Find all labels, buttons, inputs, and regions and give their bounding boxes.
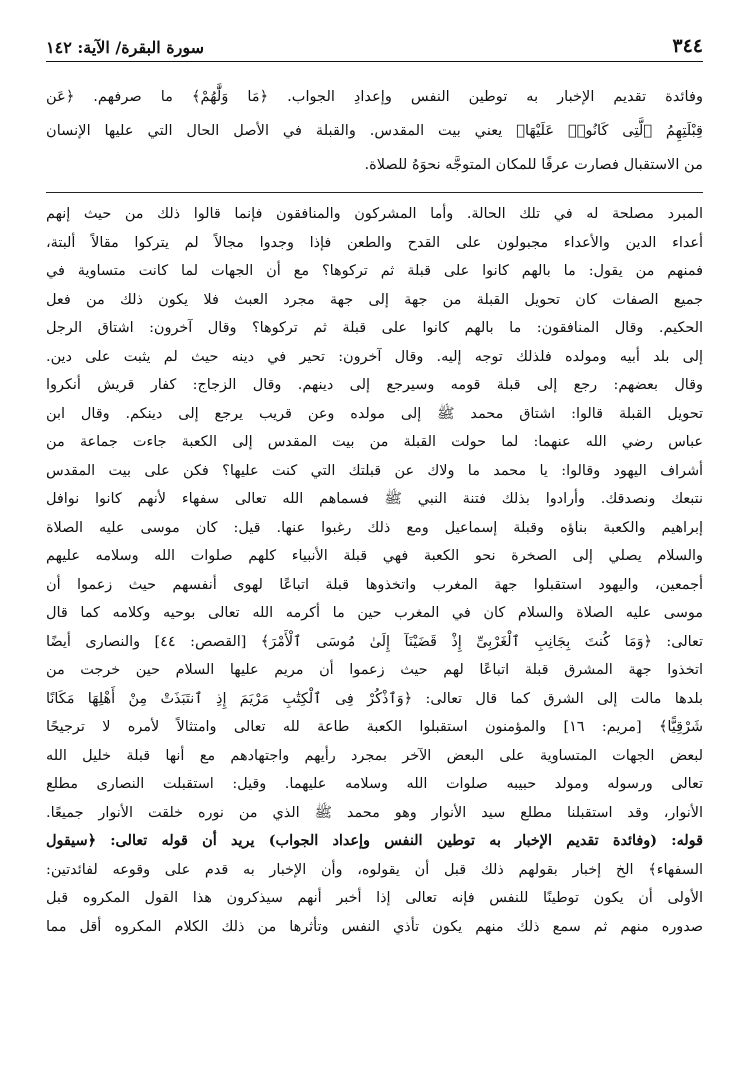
commentary-line: موسى عليه الصلاة والسلام كان في المغرب حين ما أكرمه الله تعالى بوحيه وكلامه كما قال [46,605,703,621]
commentary-line: عباس رضي الله عنهما: لما حولت القبلة من بيت المقدس إلى الكعبة جاءت جماعة من [46,434,703,450]
surah-verse-title: سورة البقرة/ الآية: ١٤٢ [46,38,205,57]
commentary-line: نتبعك ونصدقك. وأرادوا بذلك فتنة النبي ﷺ فسماهم الله تعالى سفهاء لأنهم كانوا نوافل [46,491,703,507]
commentary-line: إلى بلد أبيه ومولده فلذلك توجه إليه. وقال آخرون: تحير في دينه حيث لم يثبت على دين. [46,348,703,365]
page-number: ٣٤٤ [672,35,703,57]
commentary-line: المبرد مصلحة له في تلك الحالة. وأما المشركون والمنافقون فإنما قالوا ذلك من حيث إنهم [46,206,703,222]
commentary-line: الأنوار، وقد استقبلنا مطلع سيد الأنوار وهو محمد ﷺ الذي من نوره خلقت الأنوار جميعًا. [46,804,703,821]
commentary-line: الأولى أن يكون توطينًا للنفس فإنه تعالى إذا أخبر أنهم سيذكرون هذا القول المكروه قبل [46,890,703,906]
commentary-line: فمنهم من يقول: ما بالهم كانوا على قبلة ثم تركوها؟ مع أن الجهات لما كانت متساوية في [46,263,703,279]
commentary-line: أشراف اليهود وقالوا: يا محمد ما ولاك عن قبلتك التي كنت عليها؟ فكن على بيت المقدس [46,462,703,479]
commentary-line: جميع الصفات كان تحويل القبلة من جهة إلى جهة مجرد العبث فلا يكون ذلك من فعل [46,291,703,308]
commentary-line: السفهاء﴾ الخ إخبار بقولهم ذلك قبل أن يقولوه، وأن الإخبار به قدم على وقوعه لفائدتين: [46,861,703,878]
commentary-text [46,200,703,941]
commentary-line: إبراهيم والكعبة بناؤه وقبلة إسماعيل ومع ذلك رغبوا عنها. قيل: كان موسى عليه الصلاة [46,519,703,536]
commentary-line: الحكيم. وقال المنافقون: ما بالهم كانوا على قبلة ثم تركوها؟ وقال آخرون: اشتاق الرجل [46,320,703,336]
commentary-line: لبعض الجهات المتساوية على البعض الآخر بمجرد رأيهم واجتهادهم مع أنها قبلة خليل الله [46,747,703,764]
commentary-line: أجمعين، واليهود استقبلوا جهة المغرب واتخذوها قبلة اتباعًا لهوى أنفسهم حيث زعموا أن [46,576,703,593]
commentary-line: شَرْقِيًّا﴾ [مريم: ١٦] والمؤمنون استقبلوا الكعبة طاعة لله تعالى وامتثالاً لأمره لا ترجيحًا [46,719,703,735]
commentary-line: تعالى ورسوله ومولد حبيبه صلوات الله وسلامه عليهما. وقيل: استقبلت النصارى مطلع [46,776,703,792]
main-text-line: من الاستقبال فصارت عرفًا للمكان المتوجَّه نحوَهُ للصلاة. [364,156,703,173]
commentary-line: صدوره منهم ثم سمع ذلك منهم يكون تأذي النفس وتأثرها من ذلك الكلام المكروه أقل مما [46,918,703,935]
commentary-line-heading: قوله: (وفائدة تقديم الإخبار به توطين النفس وإعداد الجواب) يريد أن قوله تعالى: ﴿سيقول [46,832,703,849]
commentary-line: تحويل القبلة قالوا: اشتاق محمد ﷺ إلى مولده وعن قريب يرجع إلى دينكم. وقال ابن [46,405,703,422]
commentary-divider [46,192,703,193]
running-header [46,28,703,62]
commentary-line: وقال بعضهم: رجع إلى قبلة قومه وسيرجع إلى دينهم. وقال الزجاج: كفار قريش أنكروا [46,377,703,393]
main-text-line: قِبْلَتِهِمُ ٱلَّتِى كَانُوا۟ عَلَيْهَا﴾ يعني بيت المقدس. والقبلة في الأصل الحال التي عليها الإنسان [46,122,703,139]
tafsir-main-text [46,80,703,182]
commentary-line: والسلام يصلي إلى الصخرة نحو الكعبة فهي قبلة الأنبياء كلهم صلوات الله وسلامه عليهم [46,548,703,564]
commentary-line: تعالى: ﴿وَمَا كُنتَ بِجَانِبِ ٱلْغَرْبِىِّ إِذْ قَضَيْنَآ إِلَىٰ مُوسَى ٱلْأَمْرَ﴾ [القصص: ٤٤] والنصارى أيضًا [46,633,703,650]
commentary-line: اتخذوا جهة المشرق قبلة اتباعًا لهم حيث زعموا أن مريم عليها السلام حين خرجت من [46,662,703,678]
commentary-line: أعداء الدين والأعداء مجبولون على القدح والطعن فإذا وجدوا مجالاً لم يتركوا مقالاً ألبتة، [46,234,703,251]
commentary-line: بلدها مالت إلى الشرق كما قال تعالى: ﴿وَٱذْكُرْ فِى ٱلْكِتَٰبِ مَرْيَمَ إِذِ ٱنتَبَذَتْ مِنْ أَهْلِهَا مَكَانًا [46,690,703,707]
main-text-line: وفائدة تقديم الإخبار به توطين النفس وإعدادِ الجواب. ﴿مَا وَلَّٰهُمْ﴾ ما صرفهم. ﴿عَن [46,88,703,105]
